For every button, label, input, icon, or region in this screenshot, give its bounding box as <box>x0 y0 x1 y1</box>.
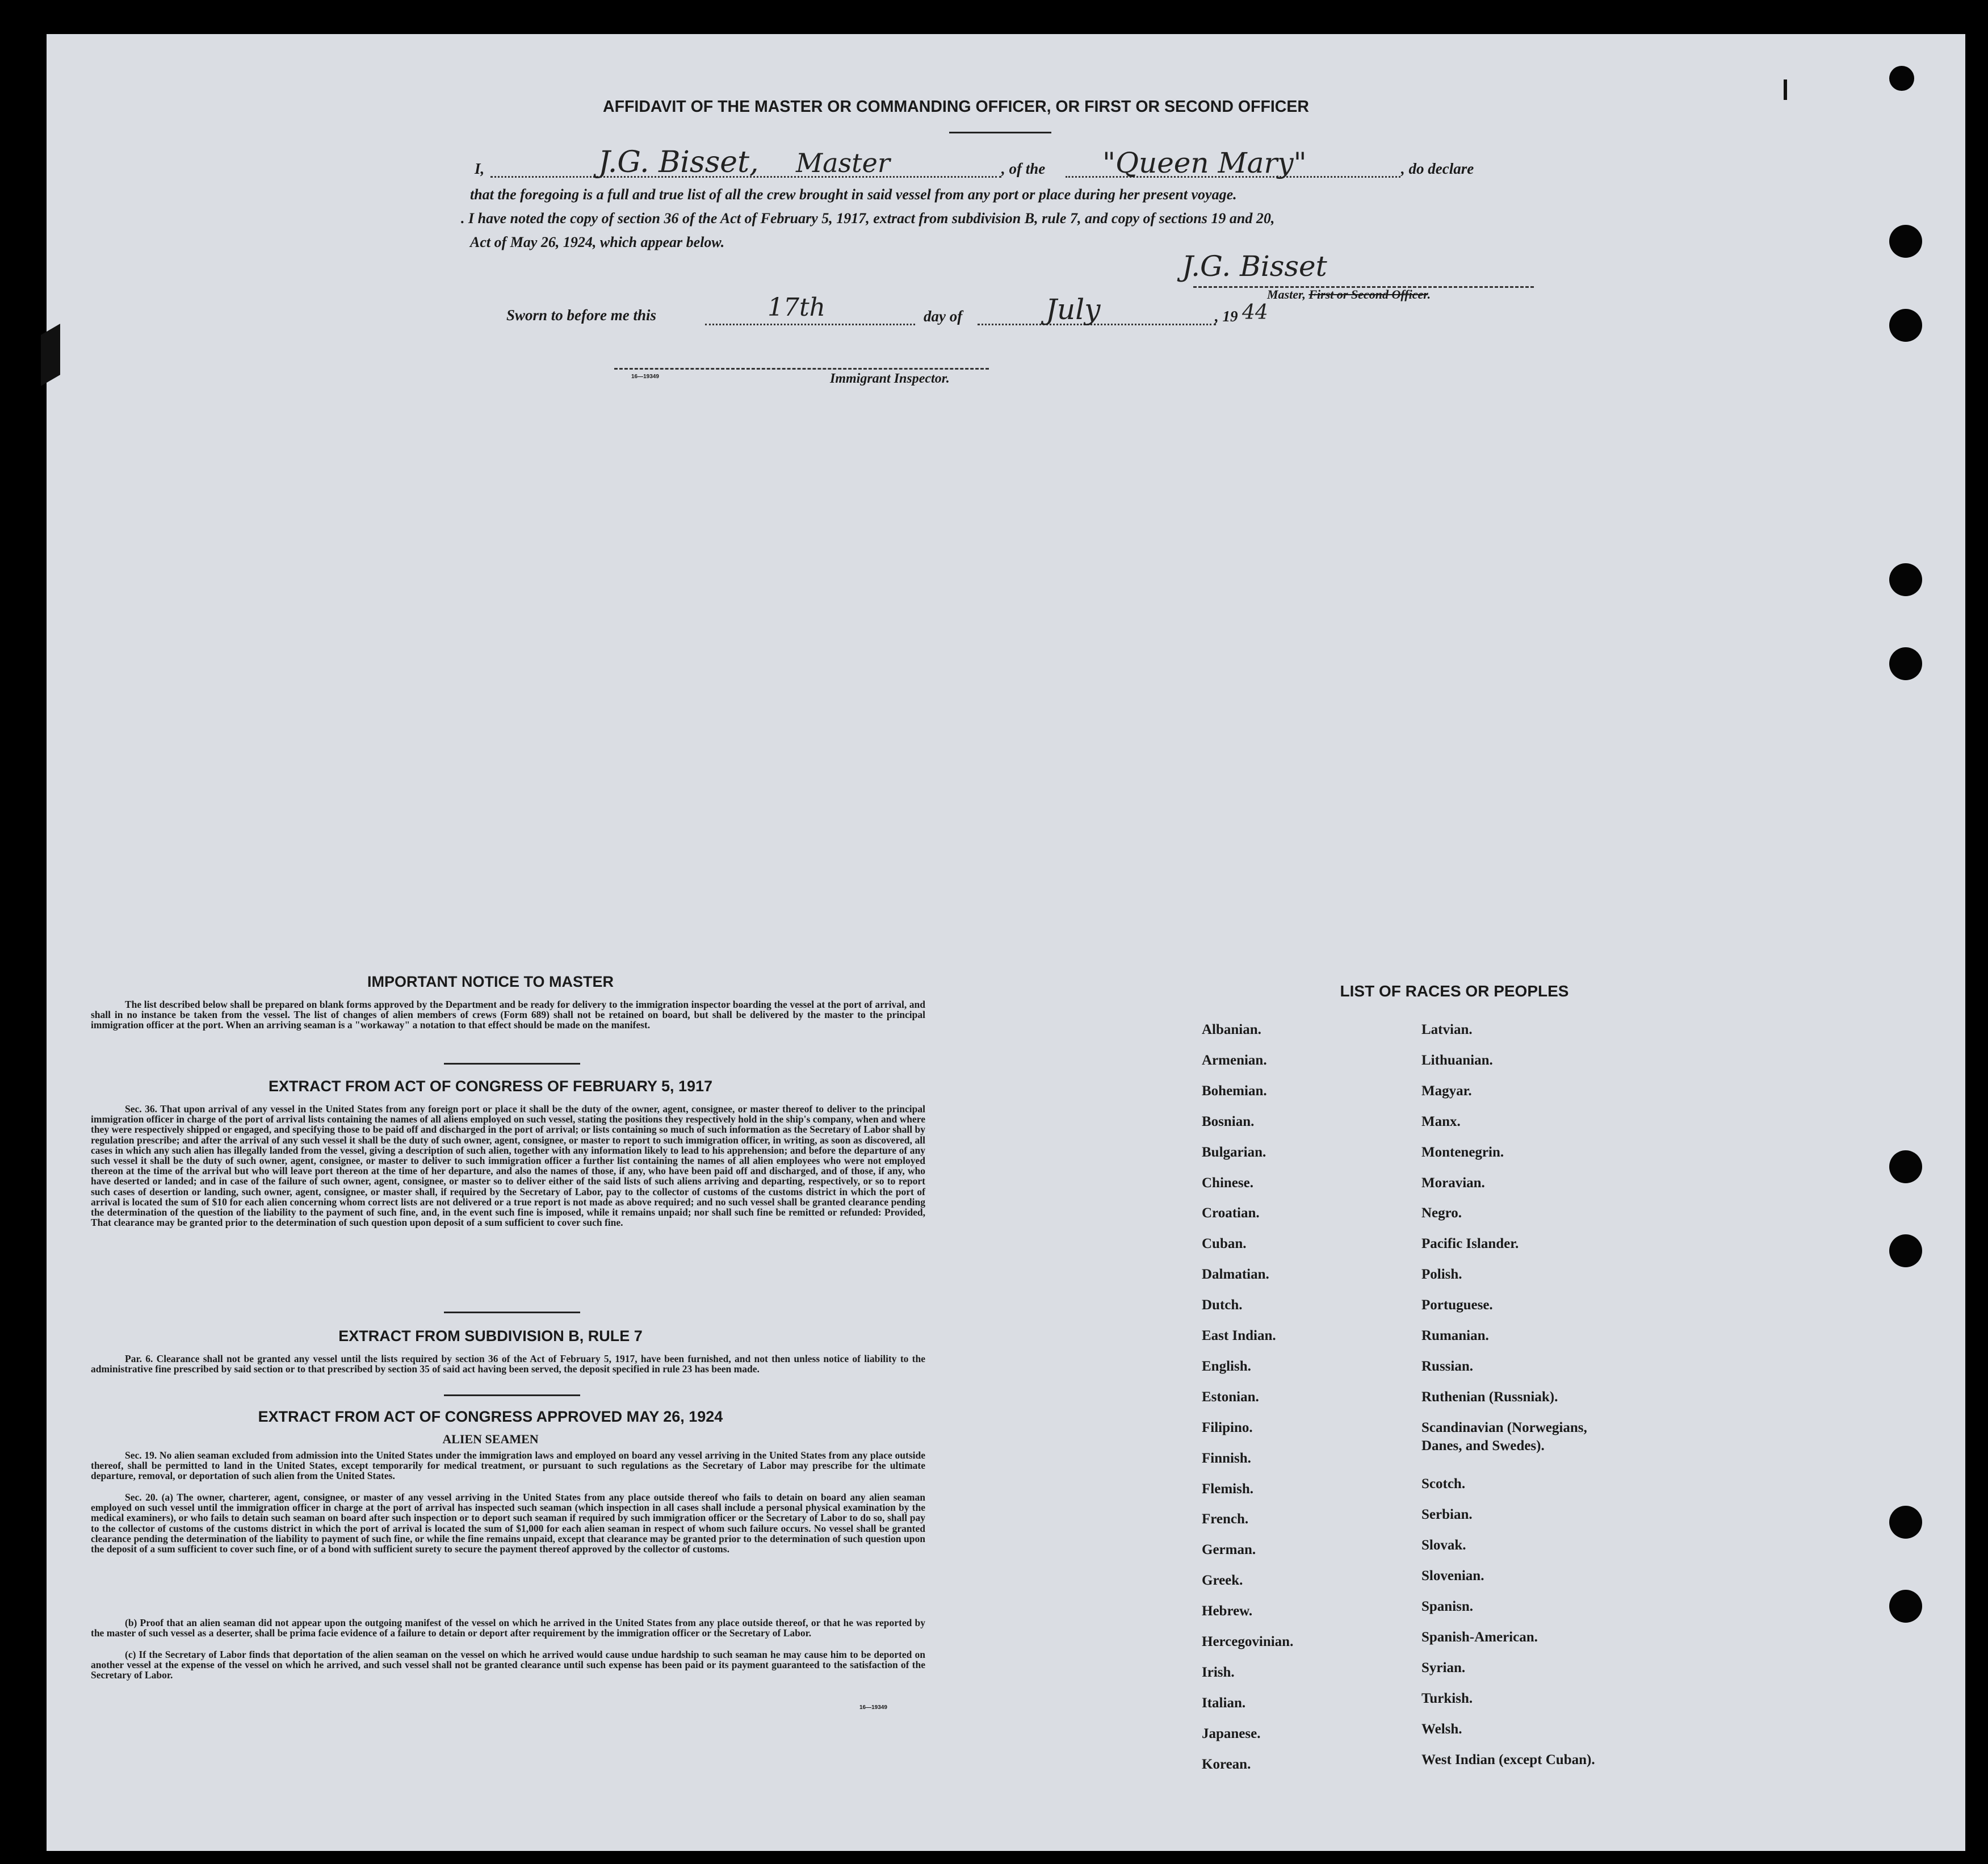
race-item: Manx. <box>1421 1113 1461 1129</box>
day-line <box>705 324 915 325</box>
punch-hole <box>1889 1590 1922 1623</box>
punch-hole <box>1889 647 1922 680</box>
extract-1924-sec20b: (b) Proof that an alien seaman did not appear upon the outgoing manifest of the vessel on which he arrived in the United States from any place outside thereof, or that he was reported by the master of such vessel as a deserter, shall be prima facie evidence of a failure to detain or deport after requirement by the immigration officer or the Secretary of Labor. <box>91 1617 925 1639</box>
race-item: Hercegovinian. <box>1202 1634 1294 1649</box>
punch-hole <box>1889 563 1922 596</box>
race-item: Negro. <box>1421 1205 1462 1221</box>
race-item: Danes, and Swedes). <box>1421 1438 1545 1454</box>
month-handwritten: July <box>1046 293 1101 326</box>
sworn-label: Sworn to before me this <box>506 307 657 324</box>
edge-smudge <box>1784 79 1787 100</box>
race-item: Welsh. <box>1421 1721 1462 1737</box>
race-item: Spanisn. <box>1421 1599 1474 1614</box>
race-item: Albanian. <box>1202 1022 1261 1037</box>
master-signature: J.G. Bisset <box>1182 250 1327 283</box>
race-item: Slovak. <box>1421 1538 1466 1553</box>
race-item: Dalmatian. <box>1202 1267 1269 1283</box>
extract-rule7-title: EXTRACT FROM SUBDIVISION B, RULE 7 <box>338 1327 643 1344</box>
extract-1924-subtitle: ALIEN SEAMEN <box>442 1432 539 1446</box>
race-item: Ruthenian (Russniak). <box>1421 1389 1558 1405</box>
punch-hole <box>1889 1150 1922 1183</box>
extract-1924-sec20a: Sec. 20. (a) The owner, charterer, agent, consignee, or master of any vessel arriving in the United States from any place outside thereof who fails to detain on board any alien seaman employed on such vessel until the immigration officer in charge at the port of arrival has inspected such seaman (which inspection in all cases shall include a personal physical examination by the medical examiners), or who fails to detain such seaman on board after such inspection or to deport such seaman if required by such immigration officer or the Secretary of Labor to do so, shall pay to the collector of customs of the customs district in which the port of arrival is located the sum of $1,000 for each alien seaman in respect of whom such failure occurs. No vessel shall be granted clearance pending the determination of the liability to payment of such fine, or while the fine remains unpaid, except that clearance may be granted prior to the determination of such question upon the deposit of a sum sufficient to cover such fine, or of a bond with sufficient surety to secure the payment thereof approved by the collector of customs. <box>91 1492 925 1555</box>
caption-struck-officer: First or Second Officer <box>1308 287 1428 301</box>
race-item: Russian. <box>1421 1358 1474 1374</box>
master-name-handwritten: J.G. Bisset, <box>598 145 759 179</box>
race-item: Lithuanian. <box>1421 1052 1493 1068</box>
race-item: Syrian. <box>1421 1660 1466 1675</box>
race-item: Magyar. <box>1421 1083 1472 1099</box>
race-item: Serbian. <box>1421 1507 1473 1523</box>
notice-divider <box>444 1063 580 1065</box>
race-item: Latvian. <box>1421 1022 1473 1037</box>
race-item: Chinese. <box>1202 1175 1253 1191</box>
of-the-label: , of the <box>1001 160 1046 177</box>
year-prefix: , 19 <box>1215 308 1238 325</box>
extract-1917-title: EXTRACT FROM ACT OF CONGRESS OF FEBRUARY 5, 1917 <box>268 1078 713 1095</box>
race-item: Estonian. <box>1202 1389 1259 1405</box>
punch-hole <box>1889 1234 1922 1267</box>
race-item: Bosnian. <box>1202 1113 1255 1129</box>
race-item: Finnish. <box>1202 1450 1251 1466</box>
race-item: Japanese. <box>1202 1725 1261 1741</box>
race-item: Korean. <box>1202 1756 1251 1772</box>
edge-smudge <box>41 324 60 386</box>
inspector-label: Immigrant Inspector. <box>830 371 950 386</box>
punch-hole <box>1889 309 1922 342</box>
race-item: Polish. <box>1421 1267 1462 1283</box>
race-item: Rumanian. <box>1421 1328 1489 1343</box>
race-item: Bulgarian. <box>1202 1144 1266 1160</box>
caption-master: Master, <box>1267 287 1306 301</box>
race-item: Portuguese. <box>1421 1297 1493 1313</box>
affidavit-line-3: . I have noted the copy of section 36 of the Act of February 5, 1917, extract from subdivision B, rule 7, and copy of sections 19 and 20, <box>461 210 1275 227</box>
affidavit-title: AFFIDAVIT OF THE MASTER OR COMMANDING OFFICER, OR FIRST OR SECOND OFFICER <box>603 98 1309 116</box>
day-of-label: day of <box>924 308 963 325</box>
race-item: Flemish. <box>1202 1481 1253 1497</box>
race-item: Bohemian. <box>1202 1083 1267 1099</box>
race-item: Cuban. <box>1202 1236 1247 1252</box>
extract-1924-sec19: Sec. 19. No alien seaman excluded from admission into the United States under the immigration laws and employed on board any vessel arriving in the United States from any place outside thereof, shall be permitted to land in the United States, except temporarily for medical treatment, or pursuant to such regulations as the Secretary of Labor may prescribe for the ultimate departure, removal, or deportation of such alien from the United States. <box>91 1450 925 1482</box>
affidavit-line-4: Act of May 26, 1924, which appear below. <box>470 234 725 250</box>
race-item: Hebrew. <box>1202 1603 1253 1619</box>
race-item: Moravian. <box>1421 1175 1485 1191</box>
caption-period: . <box>1427 287 1431 301</box>
race-item: West Indian (except Cuban). <box>1421 1752 1595 1767</box>
extract-1924-sec20c: (c) If the Secretary of Labor finds that deportation of the alien seaman on the vessel on which he arrived would cause undue hardship to such seaman he may cause him to be deported on another vessel at the expense of the vessel on which he arrived, and such vessel shall not be granted clearance until such expense has been paid or its payment guaranteed to the satisfaction of the Secretary of Labor. <box>91 1649 925 1681</box>
race-item: German. <box>1202 1542 1256 1558</box>
year-handwritten: 44 <box>1242 301 1268 324</box>
race-item: Turkish. <box>1421 1690 1473 1706</box>
race-item: Montenegrin. <box>1421 1144 1504 1160</box>
master-rank-handwritten: Master <box>796 148 890 178</box>
race-item: Spanish-American. <box>1421 1629 1538 1645</box>
extract-form-number: 16—19349 <box>859 1704 887 1711</box>
race-item: Scotch. <box>1421 1476 1466 1492</box>
race-item: East Indian. <box>1202 1328 1276 1343</box>
notice-title: IMPORTANT NOTICE TO MASTER <box>367 973 614 990</box>
affidavit-i-label: I, <box>475 160 485 177</box>
title-divider <box>949 132 1051 133</box>
punch-hole <box>1889 66 1914 91</box>
extract-1917-divider <box>444 1312 580 1313</box>
race-item: Irish. <box>1202 1664 1235 1680</box>
affidavit-line-2: that the foregoing is a full and true list of all the crew brought in said vessel from any port or place during her present voyage. <box>470 186 1237 203</box>
document-sheet <box>47 34 1965 1851</box>
notice-body: The list described below shall be prepared on blank forms approved by the Department and be ready for delivery to the immigration inspector boarding the vessel at the port of arrival, and shall in no instance be taken from the vessel. The list of changes of alien members of crews (Form 689) shall not be retained on board, but shall be delivered by the master to the principal immigration officer at the port. When an arriving seaman is a "workaway" a notation to that effect should be made on the manifest. <box>91 999 925 1031</box>
form-number: 16—19349 <box>631 374 659 380</box>
punch-hole <box>1889 225 1922 258</box>
extract-1917-body: Sec. 36. That upon arrival of any vessel in the United States from any foreign port or place it shall be the duty of the owner, agent, consignee, or master thereof to deliver to the principal immigration officer in charge of the port of arrival lists containing the names of all aliens employed on such vessel, stating the positions they respectively hold in the ship's company, when and where they were respectively shipped or engaged, and specifying those to be paid off and discharged in the port of arrival; or lists containing so much of such information as the Secretary of Labor shall by regulation prescribe; and after the arrival of any such vessel it shall be the duty of such owner, agent, consignee, or master to report to such immigration officer, in writing, as soon as discovered, all cases in which any such alien has illegally landed from the vessel, giving a description of such alien, together with any information likely to lead to his apprehension; and before the departure of any such vessel it shall be the duty of such owner, agent, consignee, or master to deliver to such immigration officer a further list containing the names of all alien employees who were not employed thereon at the time of the arrival but who will leave port thereon at the time of her departure, and also the names of those, if any, who have been paid off and discharged, and of those, if any, who have deserted or landed; and in case of the failure of such owner, agent, consignee, or master so to deliver either of the said lists of such aliens arriving and departing, respectively, or so to report such cases of desertion or landing, such owner, agent, consignee, or master shall, if required by the Secretary of Labor, pay to the collector of customs of the customs district in which the port of arrival is located the sum of $10 for each alien concerning whom correct lists are not delivered or a true report is not made as above required; and no such vessel shall be granted clearance pending the determination of the question of the liability to the payment of such fine, and, in the event such fine is imposed, while it remains unpaid; nor shall such fine be remitted or refunded: Provided, That clearance may be granted prior to the determination of such question upon deposit of a sum sufficient to cover such fine. <box>91 1103 925 1229</box>
race-item: Pacific Islander. <box>1421 1236 1519 1252</box>
race-item: French. <box>1202 1511 1249 1527</box>
race-item: Filipino. <box>1202 1419 1253 1435</box>
extract-1924-title: EXTRACT FROM ACT OF CONGRESS APPROVED MAY 26, 1924 <box>258 1408 723 1425</box>
extract-rule7-divider <box>444 1394 580 1396</box>
race-item: Slovenian. <box>1421 1568 1484 1584</box>
punch-hole <box>1889 1506 1922 1539</box>
race-item: Greek. <box>1202 1573 1243 1589</box>
race-item: English. <box>1202 1358 1251 1374</box>
do-declare-label: , do declare <box>1401 160 1474 177</box>
day-handwritten: 17th <box>767 293 826 322</box>
signature-caption <box>1267 287 1431 302</box>
race-item: Scandinavian (Norwegians, <box>1421 1419 1587 1435</box>
races-title: LIST OF RACES OR PEOPLES <box>1340 982 1569 1000</box>
inspector-line <box>614 368 989 370</box>
extract-rule7-body: Par. 6. Clearance shall not be granted any vessel until the lists required by section 36 of the Act of February 5, 1917, have been furnished, and not then unless notice of liability to the administrative fine prescribed by said section or to that prescribed by section 35 of said act having been served, the deposit specified in rule 23 has been made. <box>91 1353 925 1375</box>
race-item: Croatian. <box>1202 1205 1260 1221</box>
vessel-name-handwritten: "Queen Mary" <box>1102 146 1307 179</box>
race-item: Italian. <box>1202 1695 1246 1711</box>
race-item: Dutch. <box>1202 1297 1243 1313</box>
race-item: Armenian. <box>1202 1052 1267 1068</box>
